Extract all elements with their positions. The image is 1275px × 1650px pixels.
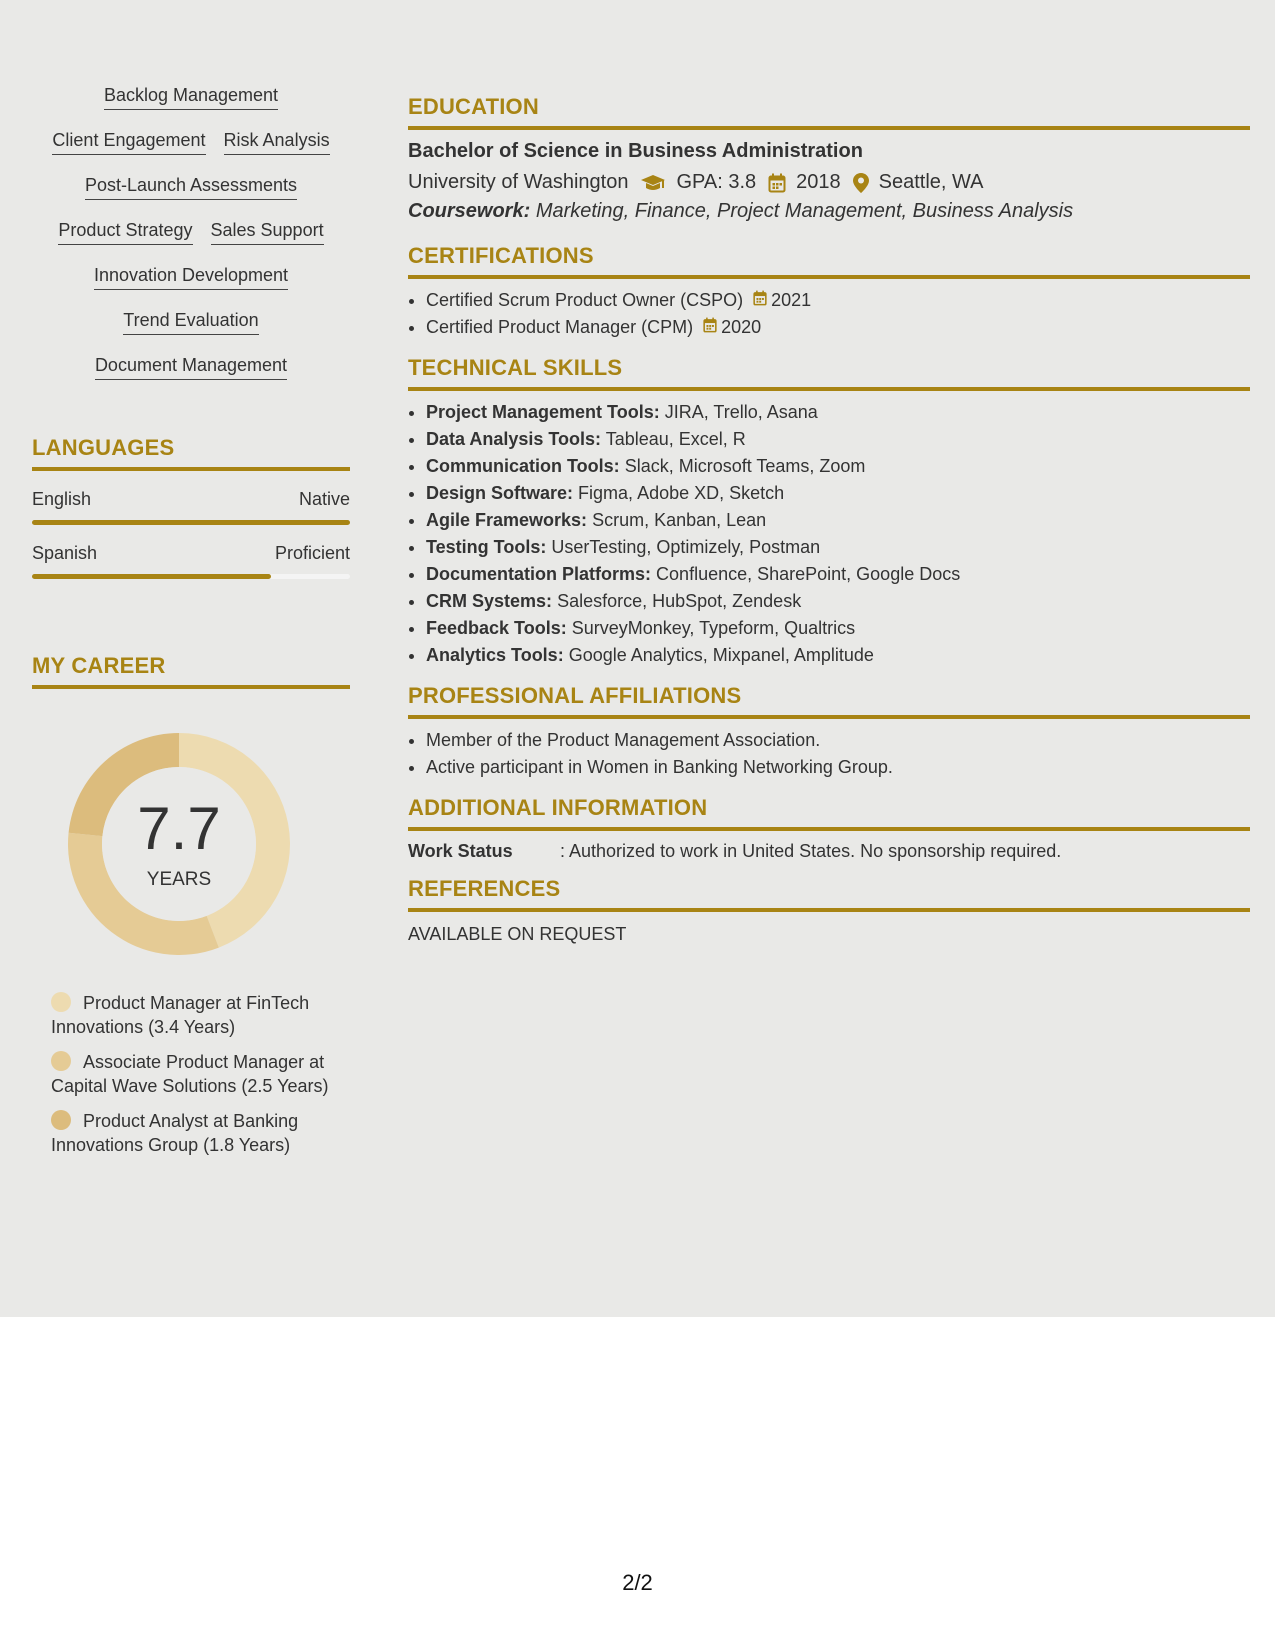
technical-skill-item	[426, 561, 1250, 588]
certifications-list	[408, 287, 1250, 341]
certifications-section	[408, 243, 1250, 341]
language-name: English	[32, 489, 92, 509]
career-legend-item	[51, 1109, 341, 1157]
skill-tools: Scrum, Kanban, Lean	[592, 510, 767, 530]
affiliations-list	[408, 727, 1250, 781]
technical-skill-item	[426, 426, 1250, 453]
skill-category: Design Software:	[426, 483, 574, 503]
technical-skill-item	[426, 507, 1250, 534]
career-title: MY CAREER	[32, 653, 350, 689]
career-role: Product Manager at FinTech Innovations (3.4 Years)	[51, 993, 310, 1037]
references-section	[408, 876, 1250, 945]
education-title: EDUCATION	[408, 94, 1250, 130]
technical-skills-title: TECHNICAL SKILLS	[408, 355, 1250, 391]
graduation-year: 2018	[796, 171, 841, 193]
language-item	[32, 543, 350, 579]
legend-dot	[51, 1110, 71, 1130]
affiliations-title: PROFESSIONAL AFFILIATIONS	[408, 683, 1250, 719]
technical-skill-item	[426, 534, 1250, 561]
language-bar-fill	[32, 574, 271, 579]
technical-skill-item	[426, 453, 1250, 480]
career-legend	[32, 991, 341, 1157]
calendar-icon	[703, 314, 721, 341]
gpa: GPA: 3.8	[676, 171, 757, 193]
calendar-icon	[753, 287, 771, 314]
work-status-label: Work Status	[408, 841, 513, 861]
additional-info-section	[408, 795, 1250, 862]
coursework-value: Marketing, Finance, Project Management, Business Analysis	[535, 200, 1074, 222]
work-status-row	[408, 841, 1250, 862]
affiliations-section	[408, 683, 1250, 781]
skill-tools: Slack, Microsoft Teams, Zoom	[624, 456, 866, 476]
affiliation-item: • Active participant in Women in Banking Networking Group.	[426, 754, 1250, 781]
certification-year: 2020	[721, 317, 762, 337]
skill-tag: Innovation Development	[94, 264, 288, 290]
career-legend-item	[51, 1050, 341, 1098]
skill-category: CRM Systems:	[426, 591, 553, 611]
career-legend-item	[51, 991, 341, 1039]
language-level: Native	[298, 489, 350, 509]
language-bar	[32, 520, 350, 525]
skills-row	[104, 84, 278, 129]
additional-info-title: ADDITIONAL INFORMATION	[408, 795, 1250, 831]
skill-category: Analytics Tools:	[426, 645, 564, 665]
technical-skill-item	[426, 588, 1250, 615]
references-text: AVAILABLE ON REQUEST	[408, 924, 627, 944]
languages-title: LANGUAGES	[32, 435, 350, 471]
technical-skills-list	[408, 399, 1250, 669]
career-total-years: 7.7	[137, 795, 221, 862]
left-column	[32, 84, 350, 1168]
skills-row	[85, 174, 297, 219]
languages-section	[32, 435, 350, 579]
graduation-cap-icon	[640, 174, 666, 192]
language-item	[32, 489, 350, 525]
technical-skill-item	[426, 642, 1250, 669]
coursework-label: Coursework:	[408, 200, 531, 222]
skill-tag: Post-Launch Assessments	[85, 174, 297, 200]
skills-row	[58, 219, 323, 264]
skill-tools: Google Analytics, Mixpanel, Amplitude	[568, 645, 874, 665]
right-column	[408, 94, 1250, 959]
languages-list	[32, 489, 350, 579]
calendar-icon	[768, 173, 786, 193]
skill-tools: SurveyMonkey, Typeform, Qualtrics	[571, 618, 856, 638]
skill-tools: UserTesting, Optimizely, Postman	[551, 537, 821, 557]
technical-skill-item	[426, 399, 1250, 426]
skills-tags	[32, 84, 350, 399]
skill-tools: Tableau, Excel, R	[605, 429, 746, 449]
skill-tools: Salesforce, HubSpot, Zendesk	[557, 591, 802, 611]
language-name: Spanish	[32, 543, 98, 563]
technical-skills-section	[408, 355, 1250, 669]
legend-dot	[51, 1051, 71, 1071]
skill-category: Data Analysis Tools:	[426, 429, 602, 449]
skill-tag: Product Strategy	[58, 219, 192, 245]
work-status-value: : Authorized to work in United States. No sponsorship required.	[560, 841, 1062, 861]
language-bar-fill	[32, 520, 350, 525]
career-donut-chart	[66, 731, 292, 957]
education-details	[408, 171, 1250, 194]
skills-row	[95, 354, 287, 399]
technical-skill-item	[426, 615, 1250, 642]
certification-name: Certified Scrum Product Owner (CSPO)	[426, 290, 744, 310]
career-years-label: YEARS	[146, 869, 212, 890]
skill-tools: Figma, Adobe XD, Sketch	[578, 483, 785, 503]
legend-dot	[51, 992, 71, 1012]
skills-row	[94, 264, 288, 309]
skill-category: Testing Tools:	[426, 537, 547, 557]
skill-tag: Client Engagement	[52, 129, 205, 155]
skill-tag: Sales Support	[211, 219, 324, 245]
degree: Bachelor of Science in Business Administration	[408, 140, 863, 162]
certification-year: 2021	[771, 290, 812, 310]
skill-category: Communication Tools:	[426, 456, 620, 476]
technical-skill-item	[426, 480, 1250, 507]
career-role: Associate Product Manager at Capital Wave Solutions (2.5 Years)	[51, 1052, 329, 1096]
skill-tag: Risk Analysis	[224, 129, 330, 155]
education-section	[408, 94, 1250, 223]
skill-category: Project Management Tools:	[426, 402, 660, 422]
skills-row	[52, 129, 329, 174]
skill-tag: Trend Evaluation	[123, 309, 258, 335]
school-name: University of Washington	[408, 171, 629, 193]
skill-category: Agile Frameworks:	[426, 510, 588, 530]
career-section	[32, 653, 350, 1157]
language-bar	[32, 574, 350, 579]
affiliation-item: • Member of the Product Management Association.	[426, 727, 1250, 754]
certification-name: Certified Product Manager (CPM)	[426, 317, 694, 337]
language-level: Proficient	[274, 543, 350, 563]
certification-item	[426, 287, 1250, 314]
certification-item	[426, 314, 1250, 341]
certifications-title: CERTIFICATIONS	[408, 243, 1250, 279]
page-number: 2/2	[622, 1570, 653, 1595]
skill-tag: Document Management	[95, 354, 287, 380]
coursework	[408, 200, 1250, 223]
location: Seattle, WA	[878, 171, 984, 193]
references-title: REFERENCES	[408, 876, 1250, 912]
location-pin-icon	[853, 173, 869, 193]
skill-tag: Backlog Management	[104, 84, 278, 110]
skill-category: Feedback Tools:	[426, 618, 567, 638]
skill-tools: Confluence, SharePoint, Google Docs	[656, 564, 961, 584]
skills-row	[123, 309, 258, 354]
skill-tools: JIRA, Trello, Asana	[664, 402, 818, 422]
skill-category: Documentation Platforms:	[426, 564, 652, 584]
career-role: Product Analyst at Banking Innovations Group (1.8 Years)	[51, 1111, 299, 1155]
